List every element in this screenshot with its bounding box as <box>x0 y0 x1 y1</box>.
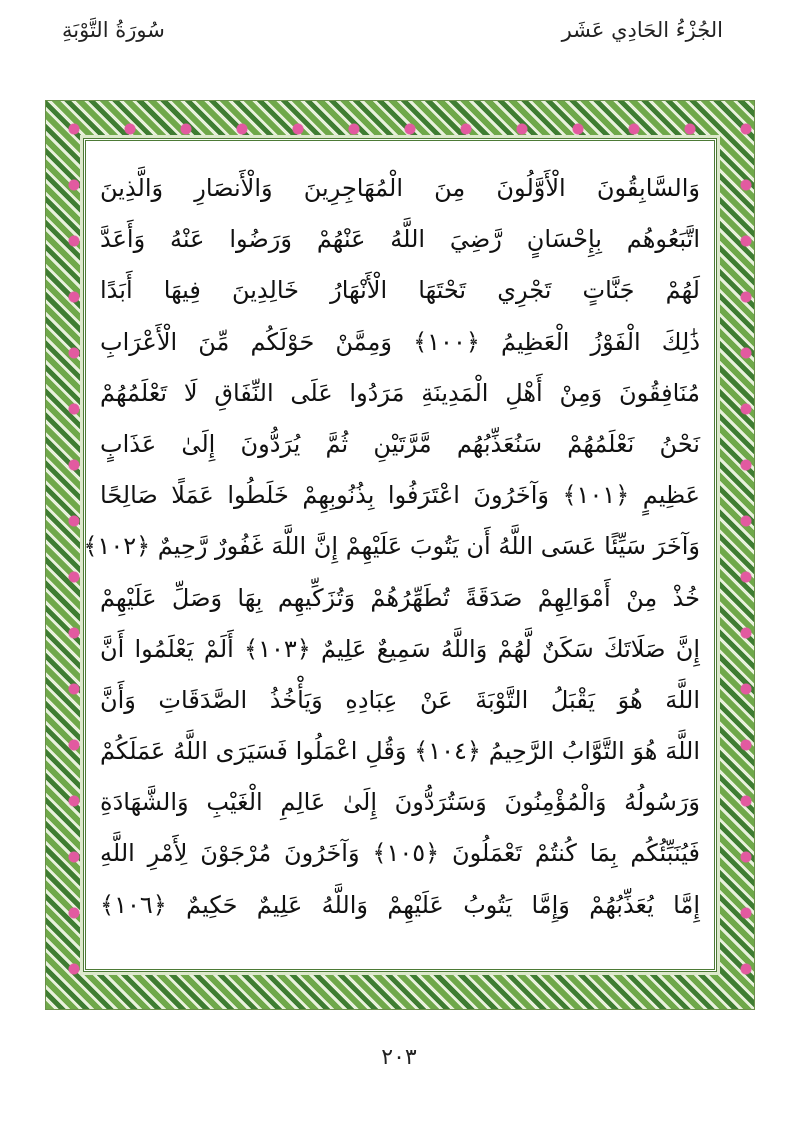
verse-line: وَالسَّابِقُونَ الْأَوَّلُونَ مِنَ الْمُهَاجِرِينَ وَالْأَنصَارِ وَالَّذِينَ <box>100 174 700 202</box>
verse-line: نَحْنُ نَعْلَمُهُمْ سَنُعَذِّبُهُم مَّرَّتَيْنِ ثُمَّ يُرَدُّونَ إِلَىٰ عَذَابٍ <box>100 429 700 458</box>
verse-line: إِمَّا يُعَذِّبُهُمْ وَإِمَّا يَتُوبُ عَلَيْهِمْ وَاللَّهُ عَلِيمٌ حَكِيمٌ ﴿١٠٦﴾ <box>100 890 700 919</box>
text-panel <box>83 138 717 972</box>
ornamental-border <box>45 100 755 1010</box>
verse-line: عَظِيمٍ ﴿١٠١﴾ وَآخَرُونَ اعْتَرَفُوا بِذُنُوبِهِمْ خَلَطُوا عَمَلًا صَالِحًا <box>100 481 701 510</box>
verse-line: وَرَسُولُهُ وَالْمُؤْمِنُونَ وَسَتُرَدُّونَ إِلَىٰ عَالِمِ الْغَيْبِ وَالشَّهَادَةِ <box>100 788 700 817</box>
verse-line: إِنَّ صَلَاتَكَ سَكَنٌ لَّهُمْ وَاللَّهُ سَمِيعٌ عَلِيمٌ ﴿١٠٣﴾ أَلَمْ يَعْلَمُوا أَنَّ <box>100 634 700 663</box>
verse-line: لَهُمْ جَنَّاتٍ تَجْرِي تَحْتَهَا الْأَنْهَارُ خَالِدِينَ فِيهَا أَبَدًا <box>100 276 700 305</box>
verse-lines <box>83 163 701 931</box>
verse-line: وَآخَرَ سَيِّئًا عَسَى اللَّهُ أَن يَتُوبَ عَلَيْهِمْ إِنَّ اللَّهَ غَفُورٌ رَّحِيمٌ ﴿١٠٢﴾ <box>83 532 700 561</box>
juz-header: الجُزْءُ الحَادِي عَشَر <box>561 18 723 42</box>
verse-line: خُذْ مِنْ أَمْوَالِهِمْ صَدَقَةً تُطَهِّرُهُمْ وَتُزَكِّيهِم بِهَا وَصَلِّ عَلَيْهِمْ <box>100 583 700 612</box>
verse-line: اللَّهَ هُوَ التَّوَّابُ الرَّحِيمُ ﴿١٠٤﴾ وَقُلِ اعْمَلُوا فَسَيَرَى اللَّهُ عَمَلَكُمْ <box>100 737 700 766</box>
verse-line: ذَٰلِكَ الْفَوْزُ الْعَظِيمُ ﴿١٠٠﴾ وَمِمَّنْ حَوْلَكُم مِّنَ الْأَعْرَابِ <box>100 327 701 356</box>
surah-header: سُورَةُ التَّوْبَةِ <box>62 18 165 42</box>
page-number: ٢٠٣ <box>381 1045 417 1070</box>
verse-line: مُنَافِقُونَ وَمِنْ أَهْلِ الْمَدِينَةِ مَرَدُوا عَلَى النِّفَاقِ لَا تَعْلَمُهُمْ <box>100 378 700 407</box>
verse-line: اللَّهَ هُوَ يَقْبَلُ التَّوْبَةَ عَنْ عِبَادِهِ وَيَأْخُذُ الصَّدَقَاتِ وَأَنَّ <box>100 685 700 714</box>
verse-line: فَيُنَبِّئُكُم بِمَا كُنتُمْ تَعْمَلُونَ ﴿١٠٥﴾ وَآخَرُونَ مُرْجَوْنَ لِأَمْرِ اللَّهِ <box>100 839 700 868</box>
verse-line: اتَّبَعُوهُم بِإِحْسَانٍ رَّضِيَ اللَّهُ عَنْهُمْ وَرَضُوا عَنْهُ وَأَعَدَّ <box>100 225 700 254</box>
